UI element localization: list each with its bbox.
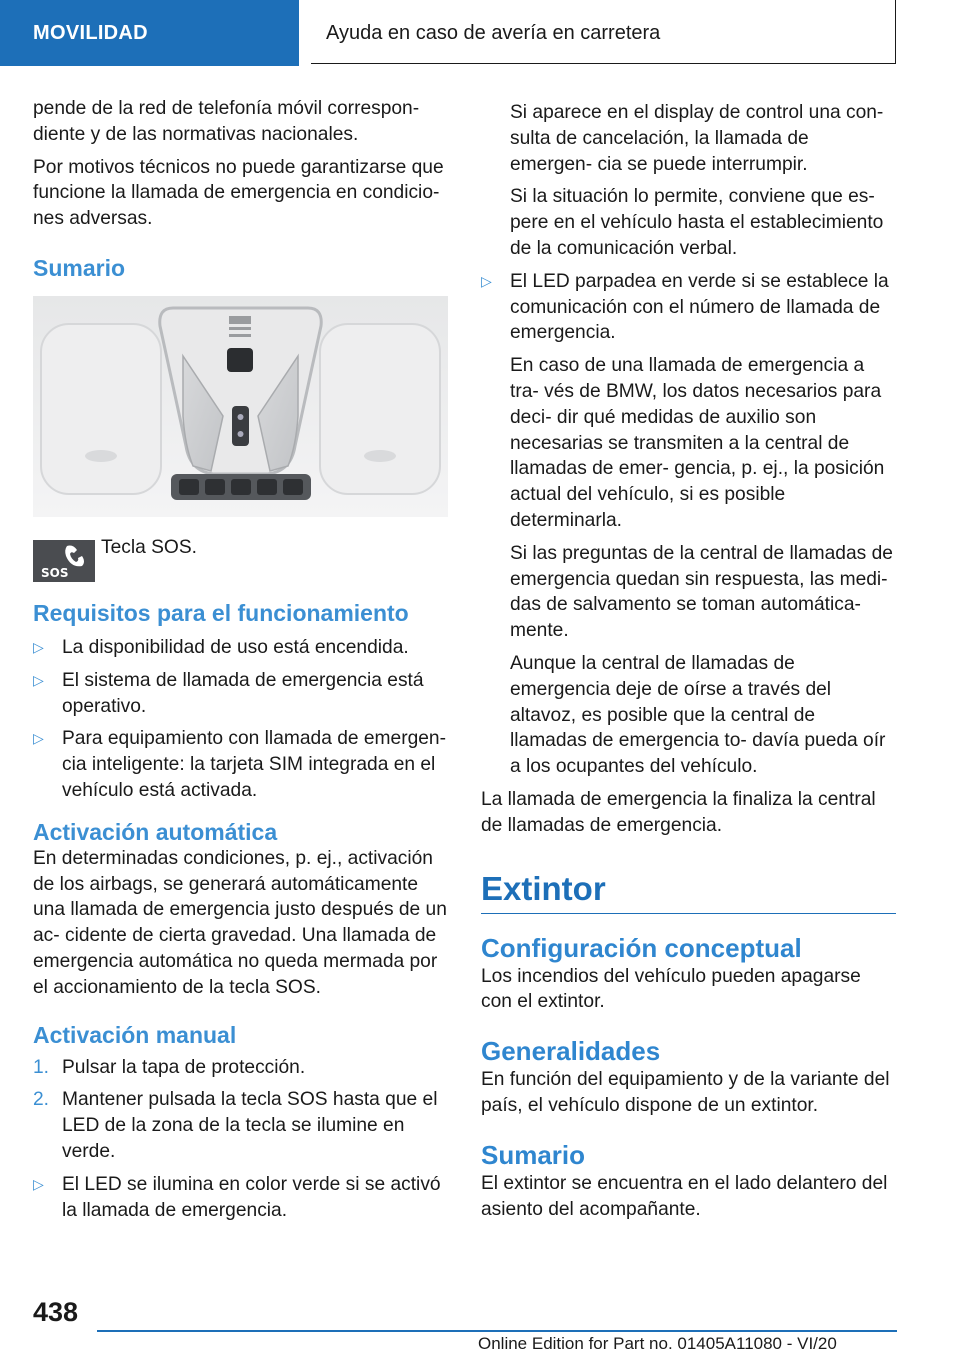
footer-rule <box>97 1330 897 1332</box>
paragraph: Los incendios del vehículo pueden apagarse con el extintor. <box>481 965 861 1013</box>
list-item: 2. Mantener pulsada la tecla SOS hasta que el LED de la zona de la tecla se ilumine en verde. <box>33 1089 438 1162</box>
paragraph: pende de la red de telefonía móvil correspon- diente y de las normativas nacionales. <box>33 98 420 145</box>
paragraph: Por motivos técnicos no puede garantizarse que funcione la llamada de emergencia en condicio- nes adversas. <box>33 156 444 230</box>
svg-text:SOS: SOS <box>41 565 69 580</box>
right-column <box>481 100 896 1229</box>
sos-key-legend <box>33 525 448 595</box>
paragraph: El extintor se encuentra en el lado delantero del asiento del acompañante. <box>481 1172 888 1220</box>
section-heading-sumario-extintor: Sumario <box>481 1139 586 1170</box>
overhead-console-photo <box>33 296 448 517</box>
triangle-right-icon: ▷ <box>33 638 44 655</box>
triangle-right-icon: ▷ <box>33 730 44 747</box>
section-heading-manual: Activación manual <box>33 1021 237 1048</box>
section-tab: MOVILIDAD <box>0 0 299 66</box>
triangle-right-icon: ▷ <box>33 671 44 688</box>
list-item: ▷ El LED se ilumina en color verde si se activó la llamada de emergencia. <box>33 1173 441 1221</box>
chapter-rule <box>481 869 896 914</box>
section-heading-automatica: Activación automática <box>33 818 278 845</box>
paragraph: Aunque la central de llamadas de emergencia deje de oírse a través del altavoz, es posible que la central de llamadas de emergencia to- davía pueda oír a los ocupantes del vehículo. <box>510 652 886 778</box>
sos-phone-icon <box>33 540 95 582</box>
section-heading-config: Configuración conceptual <box>481 932 802 963</box>
paragraph: En determinadas condiciones, p. ej., activación de los airbags, se generará automáticamente una llamada de emergencia justo después de un ac- cidente de cierta gravedad. Una llamada de emergencia automática no queda mermada por el accionamiento de la tecla SOS. <box>33 847 447 998</box>
section-heading-generalidades: Generalidades <box>481 1036 661 1067</box>
list-item: 1. Pulsar la tapa de protección. <box>33 1056 306 1078</box>
triangle-right-icon: ▷ <box>481 272 492 289</box>
paragraph: Si aparece en el display de control una con- sulta de cancelación, la llamada de emergen- cia se puede interrumpir. <box>510 102 884 175</box>
list-item: ▷ El sistema de llamada de emergencia está operativo. <box>33 669 424 717</box>
section-heading-sumario: Sumario <box>33 254 126 281</box>
requirements-list <box>33 635 448 804</box>
chapter-heading-extintor: Extintor <box>481 869 606 907</box>
steps-list <box>33 1055 448 1224</box>
list-item: ▷ El LED parpadea en verde si se establece la comunicación con el número de llamada de emergencia. <box>481 270 889 344</box>
paragraph: En caso de una llamada de emergencia a tra- vés de BMW, los datos necesarios para deci- dir qué medidas de auxilio son necesarias se transmiten a la central de llamadas de emer- gencia, p. ej., la posición actual del vehículo, si es posible determinarla. <box>510 355 885 531</box>
list-item: ▷ Para equipamiento con llamada de emergen- cia inteligente: la tarjeta SIM integrada en el vehículo está activada. <box>33 728 446 801</box>
paragraph: En función del equipamiento y de la variante del país, el vehículo dispone de un extintor. <box>481 1069 890 1116</box>
paragraph: Si las preguntas de la central de llamadas de emergencia quedan sin respuesta, las medi- das de salvamento se toman automática- mente. <box>510 542 893 642</box>
edition-note: Online Edition for Part no. 01405A11080 - VI/20 <box>478 1334 837 1353</box>
chapter-title: Ayuda en caso de avería en carretera <box>311 0 896 64</box>
list-item: ▷ La disponibilidad de uso está encendida. <box>33 635 448 661</box>
paragraph: Si la situación lo permite, conviene que es- pere en el vehículo hasta el establecimiento de la comunicación verbal. <box>510 186 884 259</box>
paragraph: La llamada de emergencia la finaliza la central de llamadas de emergencia. <box>481 788 876 836</box>
left-column <box>33 96 448 1230</box>
sos-key-label: Tecla SOS. <box>101 536 197 558</box>
section-heading-requisitos: Requisitos para el funcionamiento <box>33 599 409 626</box>
triangle-right-icon: ▷ <box>33 1175 44 1192</box>
page-number: 438 <box>33 1297 79 1327</box>
page-header <box>0 0 960 66</box>
